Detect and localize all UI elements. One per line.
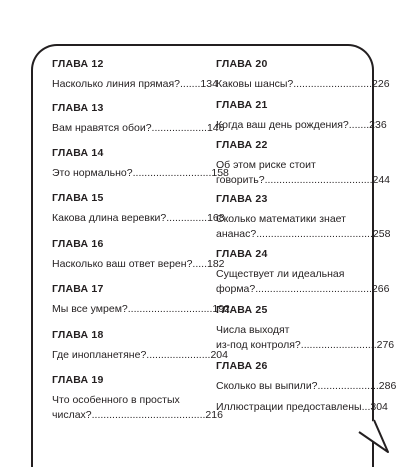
chapter-title-line: Вам нравятся обои?...................146 bbox=[52, 122, 225, 134]
chapter-title-line: Существует ли идеальная bbox=[216, 268, 345, 280]
chapter-title-line: числах?.......................................216 bbox=[52, 409, 223, 421]
toc-entry-illustrations[interactable] bbox=[216, 400, 388, 415]
chapter-label: ГЛАВА 13 bbox=[52, 102, 104, 114]
chapter-label: ГЛАВА 14 bbox=[52, 147, 104, 159]
chapter-label: ГЛАВА 19 bbox=[52, 374, 104, 386]
chapter-label: ГЛАВА 24 bbox=[216, 248, 268, 260]
chapter-title-line: Иллюстрации предоставлены...304 bbox=[216, 401, 388, 413]
chapter-title-line: Когда ваш день рождения?.......236 bbox=[216, 119, 387, 131]
chapter-label: ГЛАВА 23 bbox=[216, 193, 268, 205]
toc-entry-chapter-22[interactable] bbox=[216, 139, 391, 188]
toc-entry-chapter-17[interactable] bbox=[52, 283, 230, 317]
toc-entry-chapter-26[interactable] bbox=[216, 360, 397, 394]
toc-entry-chapter-15[interactable] bbox=[52, 192, 225, 226]
toc-entry-chapter-18[interactable] bbox=[52, 329, 228, 363]
chapter-title-line: из-под контроля?..........................276 bbox=[216, 339, 395, 351]
chapter-label: ГЛАВА 26 bbox=[216, 360, 268, 372]
chapter-title-line: Каковы шансы?...........................226 bbox=[216, 78, 390, 90]
chapter-title-line: форма?........................................266 bbox=[216, 283, 390, 295]
chapter-label: ГЛАВА 18 bbox=[52, 329, 104, 341]
chapter-title-line: говорить?.....................................244 bbox=[216, 174, 391, 186]
toc-entry-chapter-20[interactable] bbox=[216, 58, 390, 92]
toc-entry-chapter-23[interactable] bbox=[216, 193, 391, 242]
toc-entry-chapter-24[interactable] bbox=[216, 248, 390, 297]
chapter-title-line: Где инопланетяне?......................204 bbox=[52, 349, 228, 361]
toc-entry-chapter-25[interactable] bbox=[216, 304, 395, 353]
chapter-label: ГЛАВА 21 bbox=[216, 99, 268, 111]
chapter-label: ГЛАВА 12 bbox=[52, 58, 104, 70]
toc-entry-chapter-12[interactable] bbox=[52, 58, 218, 92]
chapter-label: ГЛАВА 25 bbox=[216, 304, 268, 316]
chapter-title-line: Насколько линия прямая?.......134 bbox=[52, 78, 218, 90]
toc-entry-chapter-16[interactable] bbox=[52, 238, 225, 272]
toc-entry-chapter-19[interactable] bbox=[52, 374, 223, 423]
chapter-title-line: Насколько ваш ответ верен?.....182 bbox=[52, 258, 225, 270]
chapter-title-line: Сколько вы выпили?.....................286 bbox=[216, 380, 397, 392]
chapter-label: ГЛАВА 20 bbox=[216, 58, 268, 70]
chapter-label: ГЛАВА 22 bbox=[216, 139, 268, 151]
chapter-label: ГЛАВА 15 bbox=[52, 192, 104, 204]
chapter-title-line: Сколько математики знает bbox=[216, 213, 346, 225]
chapter-label: ГЛАВА 17 bbox=[52, 283, 104, 295]
chapter-title-line: Об этом риске стоит bbox=[216, 159, 316, 171]
chapter-label: ГЛАВА 16 bbox=[52, 238, 104, 250]
chapter-title-line: Что особенного в простых bbox=[52, 394, 180, 406]
chapter-title-line: Числа выходят bbox=[216, 324, 290, 336]
toc-entry-chapter-21[interactable] bbox=[216, 99, 387, 133]
chapter-title-line: ананас?........................................258 bbox=[216, 228, 391, 240]
toc-entry-chapter-14[interactable] bbox=[52, 147, 229, 181]
toc-entry-chapter-13[interactable] bbox=[52, 102, 225, 136]
chapter-title-line: Мы все умрем?.............................192 bbox=[52, 303, 230, 315]
chapter-title-line: Какова длина веревки?..............168 bbox=[52, 212, 225, 224]
chapter-title-line: Это нормально?...........................158 bbox=[52, 167, 229, 179]
